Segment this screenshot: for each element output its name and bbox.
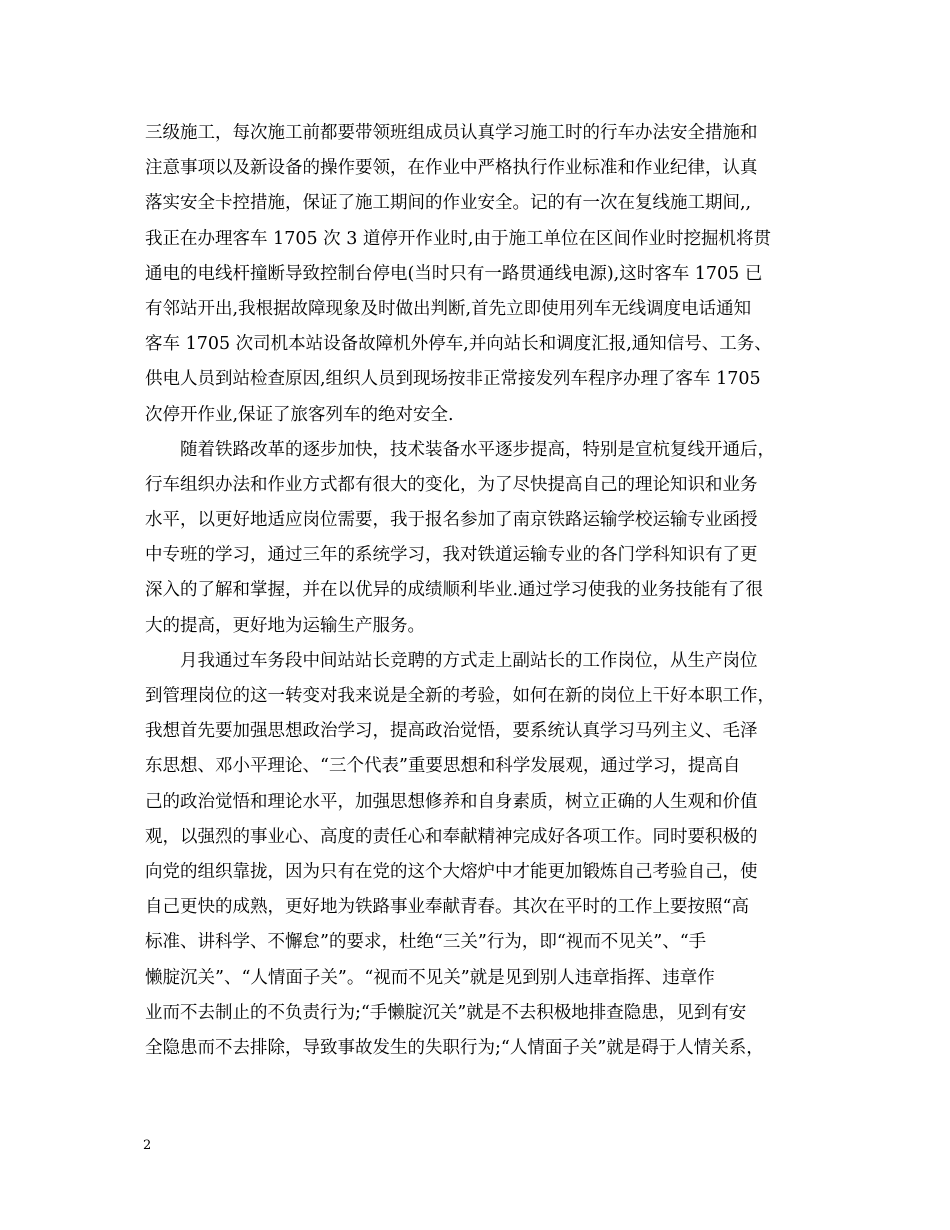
text-line-1: 三级施工，每次施工前都要带领班组成员认真学习施工时的行车办法安全措施和 xyxy=(145,123,758,143)
text-line-2: 注意事项以及新设备的操作要领，在作业中严格执行作业标准和作业纪律，认真 xyxy=(145,158,758,179)
text-line-4: 我正在办理客车 1705 次 3 道停开作业时,由于施工单位在区间作业时挖掘机将贯 xyxy=(145,228,771,249)
text-line-16: 月我通过车务段中间站站长竞聘的方式走上副站长的工作岗位，从生产岗位 xyxy=(180,650,758,671)
text-line-5: 通电的电线杆撞断导致控制台停电(当时只有一路贯通线电源),这时客车 1705 已 xyxy=(145,263,763,284)
text-line-12: 水平，以更好地适应岗位需要，我于报名参加了南京铁路运输学校运输专业函授 xyxy=(145,510,758,531)
text-line-9: 次停开作业,保证了旅客列车的绝对安全. xyxy=(145,404,454,425)
body-text xyxy=(145,116,815,1066)
text-line-10: 随着铁路改革的逐步加快，技术装备水平逐步提高，特别是宣杭复线开通后， xyxy=(180,439,775,460)
text-line-24: 标准、讲科学、不懈怠”的要求，杜绝“三关”行为，即“视而不见关”、“手 xyxy=(145,932,707,953)
page-number: 2 xyxy=(143,1138,152,1153)
text-line-20: 己的政治觉悟和理论水平，加强思想修养和自身素质，树立正确的人生观和价值 xyxy=(145,791,758,812)
text-line-17: 到管理岗位的这一转变对我来说是全新的考验，如何在新的岗位上干好本职工作， xyxy=(145,686,775,706)
text-line-21: 观，以强烈的事业心、高度的责任心和奉献精神完成好各项工作。同时要积极的 xyxy=(145,826,758,847)
text-line-19: 东思想、邓小平理论、“三个代表”重要思想和科学发展观，通过学习，提高自 xyxy=(145,756,741,777)
text-line-7: 客车 1705 次司机本站设备故障机外停车,并向站长和调度汇报,通知信号、工务、 xyxy=(145,334,772,355)
text-line-27: 全隐患而不去排除，导致事故发生的失职行为;“人情面子关”就是碍于人情关系， xyxy=(145,1037,764,1058)
text-line-14: 深入的了解和掌握，并在以优异的成绩顺利毕业.通过学习使我的业务技能有了很 xyxy=(145,580,764,601)
text-line-15: 大的提高，更好地为运输生产服务。 xyxy=(145,615,425,636)
text-line-8: 供电人员到站检查原因,组织人员到现场按非正常接发列车程序办理了客车 1705 xyxy=(145,369,761,390)
text-line-13: 中专班的学习，通过三年的系统学习，我对铁道运输专业的各门学科知识有了更 xyxy=(145,545,758,566)
text-line-22: 向党的组织靠拢，因为只有在党的这个大熔炉中才能更加锻炼自己考验自己，使 xyxy=(145,861,758,882)
text-line-23: 自己更快的成熟，更好地为铁路事业奉献青春。其次在平时的工作上要按照“高 xyxy=(145,897,749,918)
text-line-3: 落实安全卡控措施，保证了施工期间的作业安全。记的有一次在复线施工期间,, xyxy=(145,193,752,214)
text-line-18: 我想首先要加强思想政治学习，提高政治觉悟，要系统认真学习马列主义、毛泽 xyxy=(145,721,758,742)
text-line-25: 懒腚沉关”、“人情面子关”。“视而不见关”就是见到别人违章指挥、违章作 xyxy=(145,967,715,988)
text-line-11: 行车组织办法和作业方式都有很大的变化，为了尽快提高自己的理论知识和业务 xyxy=(145,474,758,495)
text-line-26: 业而不去制止的不负责行为;“手懒腚沉关”就是不去积极地排查隐患，见到有安 xyxy=(145,1002,747,1023)
text-line-6: 有邻站开出,我根据故障现象及时做出判断,首先立即使用列车无线调度电话通知 xyxy=(145,298,752,319)
